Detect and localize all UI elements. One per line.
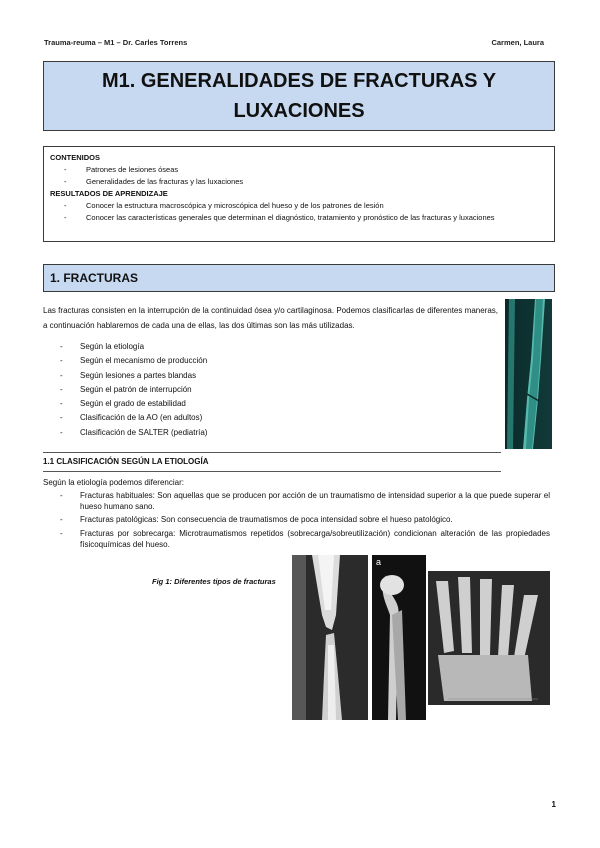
list-item: - Clasificación de SALTER (pediatría) xyxy=(60,426,207,440)
list-item: - Fracturas por sobrecarga: Microtraumatismos repetidos (sobrecarga/sobreutilización) condicionan alteración de las propiedades físicoquímicas del hueso. xyxy=(60,528,550,550)
list-item: - Según lesiones a partes blandas xyxy=(60,369,207,383)
long-bone-xray-image xyxy=(505,299,552,449)
contents-item: - Generalidades de las fracturas y las luxaciones xyxy=(50,176,548,188)
etiology-intro: Según la etiología podemos diferenciar: xyxy=(43,478,184,487)
list-item: - Según la etiología xyxy=(60,340,207,354)
contents-box xyxy=(43,146,555,242)
femur-fracture-xray-image xyxy=(292,555,368,720)
list-item: - Fracturas patológicas: Son consecuencia de traumatismos de poca intensidad sobre el hueso patológico. xyxy=(60,514,550,525)
running-header-right: Carmen, Laura xyxy=(491,38,544,47)
list-item: - Según el mecanismo de producción xyxy=(60,354,207,368)
list-item: - Según el grado de estabilidad xyxy=(60,397,207,411)
list-item: - Según el patrón de interrupción xyxy=(60,383,207,397)
subsection-heading-etiologia: 1.1 CLASIFICACIÓN SEGÚN LA ETIOLOGÍA xyxy=(43,452,501,472)
etiology-list xyxy=(60,490,550,552)
title-box xyxy=(43,61,555,131)
figure-panel-label: a xyxy=(376,557,382,567)
list-item: - Clasificación de la AO (en adultos) xyxy=(60,411,207,425)
contents-heading: CONTENIDOS xyxy=(50,153,101,162)
pathologic-fracture-xray-image xyxy=(372,555,426,720)
outcome-item: - Conocer la estructura macroscópica y microscópica del hueso y de los patrones de lesión xyxy=(50,200,548,212)
intro-paragraph: Las fracturas consisten en la interrupción de la continuidad ósea y/o cartilaginosa. Podemos clasificarlas de diferentes maneras, a continuación hablaremos de cada una de ellas, las dos últimas son las más utilizadas. xyxy=(43,306,498,330)
running-header-left: Trauma-reuma – M1 – Dr. Carles Torrens xyxy=(44,38,188,47)
outcome-item: - Conocer las características generales que determinan el diagnóstico, tratamiento y pronóstico de las fracturas y luxaciones xyxy=(50,212,548,224)
classification-list xyxy=(60,340,207,440)
figure-caption: Fig 1: Diferentes tipos de fracturas xyxy=(152,577,276,586)
section-heading-fracturas: 1. FRACTURAS xyxy=(43,264,555,292)
page-number: 1 xyxy=(551,800,556,809)
contents-item: - Patrones de lesiones óseas xyxy=(50,164,548,176)
list-item: - Fracturas habituales: Son aquellas que se producen por acción de un traumatismo de intensidad superior a la que puede superar el hueso humano sano. xyxy=(60,490,550,512)
stress-fracture-foot-xray-image xyxy=(428,571,550,705)
learning-outcomes-heading: RESULTADOS DE APRENDIZAJE xyxy=(50,189,168,198)
page-title: M1. GENERALIDADES DE FRACTURAS Y LUXACIONES xyxy=(101,70,497,122)
